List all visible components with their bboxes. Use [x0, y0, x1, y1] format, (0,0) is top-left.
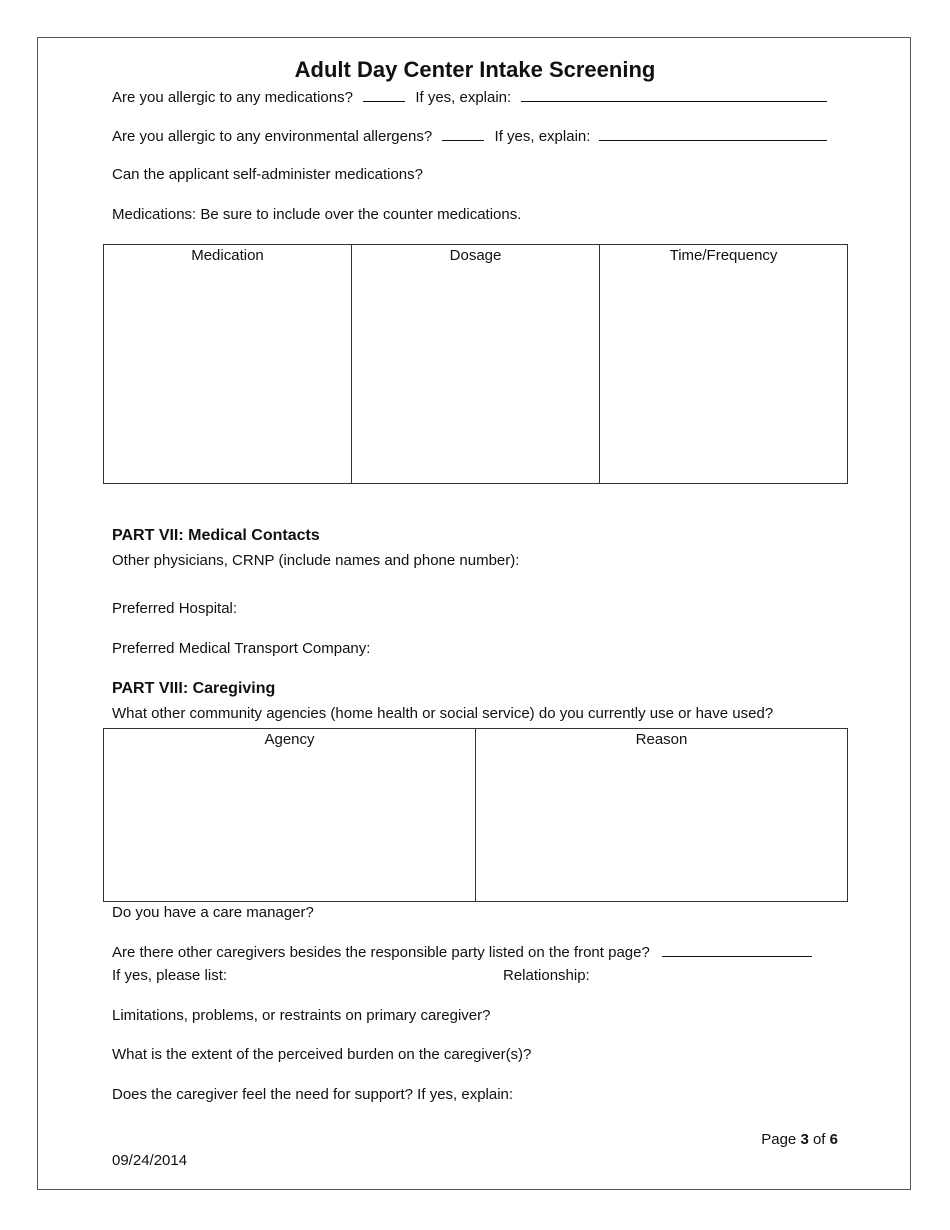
medications-header-medication: Medication	[104, 245, 352, 270]
medications-table-entry-row	[104, 269, 848, 484]
page-total: 6	[829, 1131, 838, 1148]
allergy-environmental-explain-field[interactable]	[599, 126, 827, 141]
medications-header-frequency: Time/Frequency	[600, 245, 848, 270]
community-agencies-question: What other community agencies (home health or social service) do you currently use or have used?	[112, 705, 774, 722]
caregiver-limitations-question: Limitations, problems, or restraints on primary caregiver?	[112, 1007, 491, 1024]
part8-heading: PART VIII: Caregiving	[112, 680, 276, 697]
caregiver-support-question: Does the caregiver feel the need for support? If yes, explain:	[112, 1086, 514, 1103]
allergy-environmental-explain-label: If yes, explain:	[494, 128, 591, 145]
agencies-cell-agency[interactable]	[104, 753, 476, 902]
medical-transport-label: Preferred Medical Transport Company:	[112, 640, 371, 657]
medications-table	[103, 244, 848, 484]
other-physicians-label: Other physicians, CRNP (include names and phone number):	[112, 552, 520, 569]
agencies-header-reason: Reason	[476, 729, 848, 754]
caregivers-list-label: If yes, please list:	[112, 967, 228, 984]
part7-heading: PART VII: Medical Contacts	[112, 527, 320, 544]
allergy-environmental-row	[112, 126, 827, 147]
allergy-medications-answer-field[interactable]	[363, 87, 405, 102]
medications-cell-medication[interactable]	[104, 269, 352, 484]
footer-date: 09/24/2014	[112, 1152, 188, 1169]
medications-cell-dosage[interactable]	[352, 269, 600, 484]
medications-cell-frequency[interactable]	[600, 269, 848, 484]
allergy-environmental-answer-field[interactable]	[442, 126, 484, 141]
other-caregivers-question: Are there other caregivers besides the responsible party listed on the front page?	[112, 944, 650, 961]
page-prefix: Page	[761, 1131, 797, 1148]
agencies-table-entry-row	[104, 753, 848, 902]
allergy-environmental-question: Are you allergic to any environmental allergens?	[112, 128, 433, 145]
allergy-medications-explain-label: If yes, explain:	[415, 89, 512, 106]
medications-table-header-row	[104, 245, 848, 270]
agencies-table	[103, 728, 848, 902]
caregiver-burden-question: What is the extent of the perceived burden on the caregiver(s)?	[112, 1046, 532, 1063]
allergy-medications-question: Are you allergic to any medications?	[112, 89, 353, 106]
medications-header-dosage: Dosage	[352, 245, 600, 270]
other-caregivers-answer-field[interactable]	[662, 942, 812, 957]
agencies-table-header-row	[104, 729, 848, 754]
care-manager-question: Do you have a care manager?	[112, 904, 314, 921]
other-caregivers-row	[112, 942, 812, 963]
page-current: 3	[800, 1131, 809, 1148]
agencies-cell-reason[interactable]	[476, 753, 848, 902]
page-title: Adult Day Center Intake Screening	[294, 57, 656, 82]
relationship-label: Relationship:	[503, 967, 590, 984]
preferred-hospital-label: Preferred Hospital:	[112, 600, 238, 617]
medications-note: Medications: Be sure to include over the counter medications.	[112, 206, 522, 223]
allergy-medications-explain-field[interactable]	[521, 87, 827, 102]
agencies-header-agency: Agency	[104, 729, 476, 754]
page-of: of	[812, 1131, 826, 1148]
page-number	[761, 1131, 838, 1148]
self-administer-question: Can the applicant self-administer medications?	[112, 166, 423, 183]
allergy-medications-row	[112, 87, 827, 108]
